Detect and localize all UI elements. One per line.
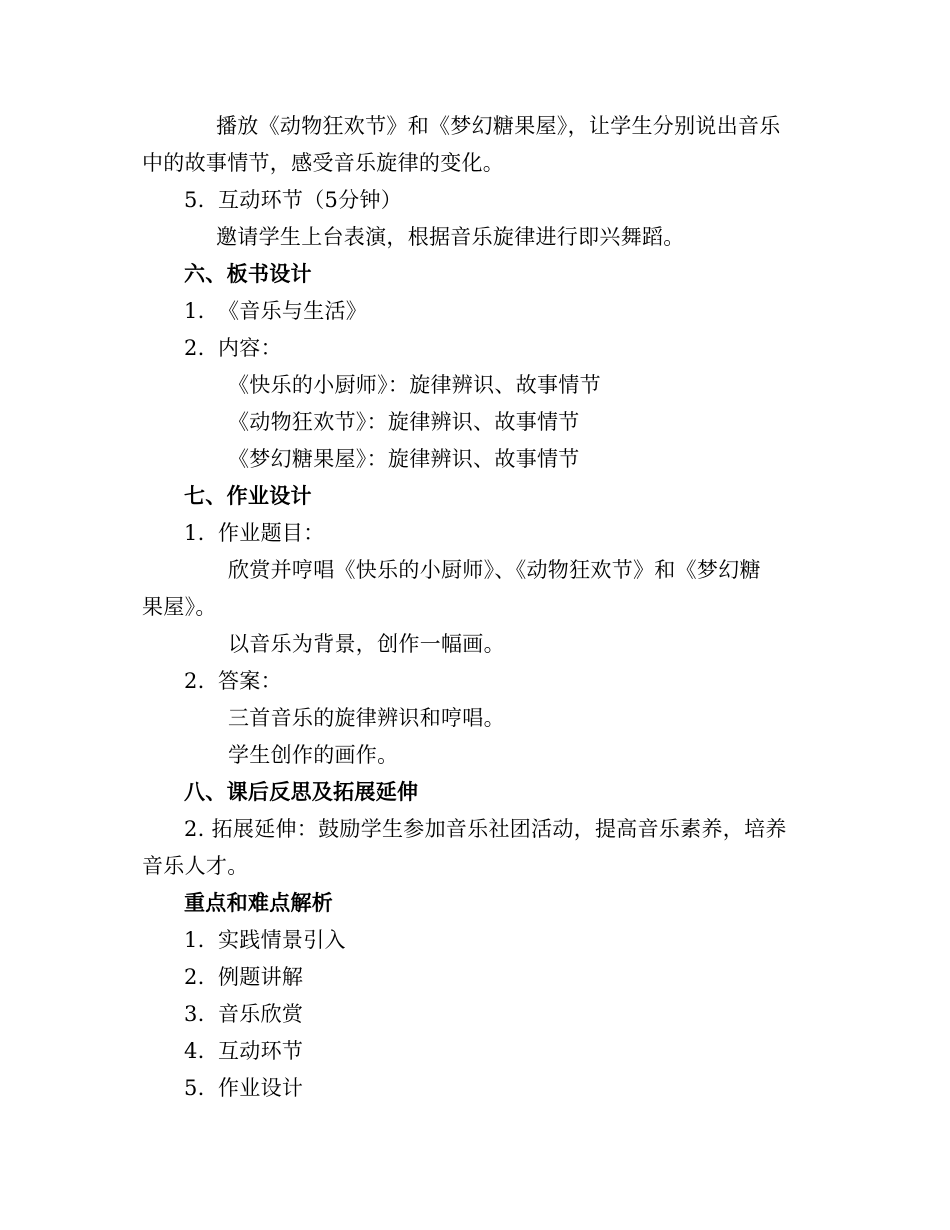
list-number: 1. [184,928,205,952]
list-item [184,1036,303,1066]
paragraph-line: 中的故事情节，感受音乐旋律的变化。 [142,151,505,175]
list-number: 1. [184,299,205,323]
list-text: 作业题目： [218,521,325,545]
list-item [184,925,346,955]
list-number: 1. [184,521,205,545]
list-item [184,666,282,696]
list-item [184,333,282,363]
list-text: 答案： [218,669,282,693]
list-text: 《音乐与生活》 [218,299,368,323]
list-number: 2. [184,336,205,360]
paragraph-line: 邀请学生上台表演，根据音乐旋律进行即兴舞蹈。 [216,225,685,249]
list-item [184,185,402,215]
list-item [184,962,303,992]
paragraph-line: 果屋》。 [142,595,217,619]
section-heading: 八、课后反思及拓展延伸 [184,780,419,804]
list-text: 实践情景引入 [218,928,346,952]
section-heading: 六、板书设计 [184,262,312,286]
list-text: 音乐欣赏 [218,1002,304,1026]
list-number: 5. [184,188,205,212]
list-number: 3. [184,1002,205,1026]
section-heading: 重点和难点解析 [184,891,334,915]
content-line: 《梦幻糖果屋》：旋律辨识、故事情节 [228,447,580,471]
list-text: 内容： [218,336,282,360]
list-number: 2. [184,965,205,989]
list-item [184,999,303,1029]
list-text: 作业设计 [218,1076,304,1100]
list-text: 例题讲解 [218,965,304,989]
content-line: 学生创作的画作。 [228,743,399,767]
content-line: 《快乐的小厨师》：旋律辨识、故事情节 [228,373,601,397]
list-number: 4. [184,1039,205,1063]
list-text: 互动环节（5分钟） [218,188,403,212]
paragraph-line: 音乐人才。 [142,854,249,878]
paragraph-line: 以音乐为背景，创作一幅画。 [228,632,505,656]
paragraph-line: 播放《动物狂欢节》和《梦幻糖果屋》，让学生分别说出音乐 [216,114,781,138]
list-number: 2. [184,669,205,693]
section-heading: 七、作业设计 [184,484,312,508]
list-text: 互动环节 [218,1039,304,1063]
list-item [184,296,367,326]
content-line: 《动物狂欢节》：旋律辨识、故事情节 [228,410,580,434]
paragraph-line: 2. 拓展延伸：鼓励学生参加音乐社团活动，提高音乐素养，培养 [184,817,787,841]
list-item [184,518,325,548]
paragraph-line: 欣赏并哼唱《快乐的小厨师》、《动物狂欢节》和《梦幻糖 [228,558,761,582]
list-number: 5. [184,1076,205,1100]
content-line: 三首音乐的旋律辨识和哼唱。 [228,706,505,730]
list-item [184,1073,303,1103]
